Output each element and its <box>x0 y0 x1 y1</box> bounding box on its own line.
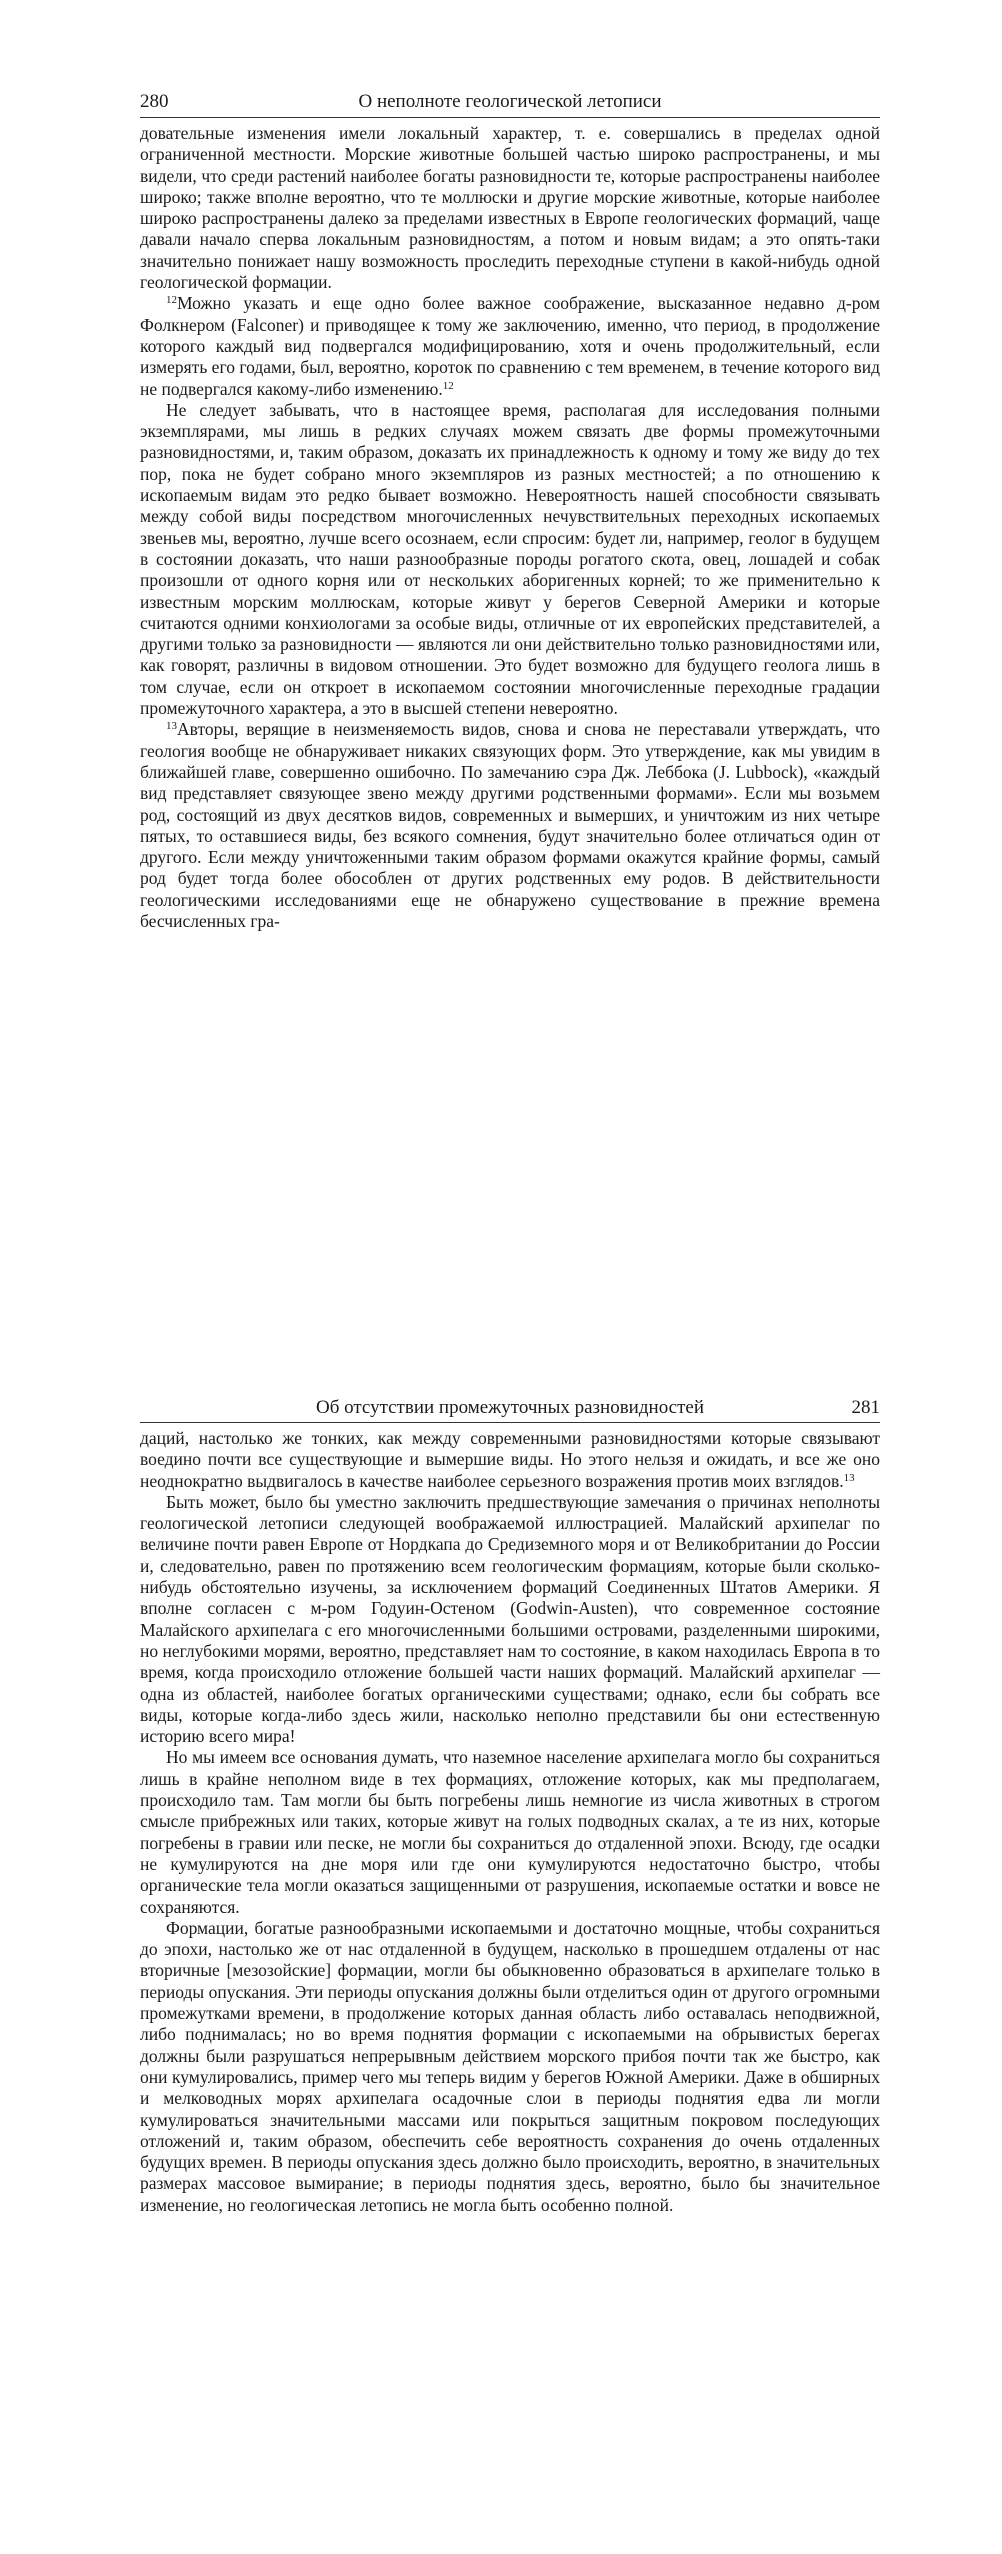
body-text <box>140 1428 880 2216</box>
section-marker: 13 <box>166 720 177 733</box>
page-280 <box>0 0 1002 1232</box>
section-marker: 12 <box>166 294 177 307</box>
paragraph: Формации, богатые разнообразными ископаемыми и достаточно мощные, чтобы сохраниться до эпохи, настолько же от нас отдаленной в будущем, насколько в прошедшем отдалены от нас вторичные [мезозойские] формации, могли бы обыкновенно образоваться в архипелаге только в периоды опускания. Эти периоды опускания должны были отделиться один от другого огромными промежутками времени, в продолжение которых данная область либо оставалась неподвижной, либо поднималась; но во время поднятия формации с ископаемыми на обрывистых берегах должны были разрушаться непрерывным действием морского прибоя почти так же быстро, как они кумулировались, пример чего мы теперь видим у берегов Южной Америки. Даже в обширных и мелководных морях архипелага осадочные слои в периоды поднятия едва ли могли кумулироваться значительными массами или покрыться защитным покровом последующих отложений и, таким образом, обеспечить себе вероятность сохранения до очень отдаленных будущих времен. В периоды опускания здесь должно было происходить, вероятно, в значительных размерах массовое вымирание; в периоды поднятия здесь, вероятно, было бы значительное изменение, но геологическая летопись не могла быть особенно полной. <box>140 1917 880 2215</box>
running-header <box>140 88 880 116</box>
paragraph: довательные изменения имели локальный характер, т. е. совершались в пределах одной ограниченной местности. Морские животные большей частью широко распространены, и мы видели, что среди растений наиболее богаты разновидности те, которые распространены наиболее широко; также вполне вероятно, что те моллюски и другие морские животные, которые наиболее широко распространены далеко за пределами известных в Европе геологических формаций, чаще давали начало сперва локальным разновидностям, а потом и новым видам; а это опять-таки значительно понижает нашу возможность проследить переходные ступени в какой-нибудь одной геологической формации. <box>140 123 880 293</box>
running-title: О неполноте геологической летописи <box>358 91 662 112</box>
page-gap <box>0 1232 1002 1344</box>
paragraph: даций, настолько же тонких, как между современными разновидностями которые связывают воедино почти все существующие и вымершие виды. Но этого нельзя и ожидать, и все же оно неоднократно выдвигалось в качестве наиболее серьезного возражения против моих взглядов.$^{13}$ <box>140 1428 880 1491</box>
page-281 <box>0 1344 1002 2554</box>
paragraph: $^{13}$Авторы, верящие в неизменяемость видов, снова и снова не переставали утверждать, что геология вообще не обнаруживает никаких связующих форм. Это утверждение, как мы увидим в ближайшей главе, совершенно ошибочно. По замечанию сэра Дж. Леббока (J. Lubbock), «каждый вид представляет связующее звено между другими родственными формами». Если мы возьмем род, состоящий из двух десятков видов, современных и вымерших, и уничтожим из них четыре пятых, то оставшиеся виды, без всякого сомнения, будут значительно более отличаться один от другого. Если между уничтоженными таким образом формами окажутся крайние формы, самый род будет тогда более обособлен от других родственных ему родов. В действительности геологическими исследованиями еще не обнаружено существование в прежние времена бесчисленных гра- <box>140 719 880 931</box>
footnote-ref: 12 <box>442 379 454 392</box>
paragraph: Быть может, было бы уместно заключить предшествующие замечания о причинах неполноты геологической летописи следующей воображаемой иллюстрацией. Малайский архипелаг по величине почти равен Европе от Нордкапа до Средиземного моря и от Великобритании до России и, следовательно, равен по протяжению всем геологическим формациям, которые были сколько-нибудь обстоятельно изучены, за исключением формаций Соединенных Штатов Америки. Я вполне согласен с м-ром Годуин-Остеном (Godwin-Austen), что современное состояние Малайского архипелага с его многочисленными большими островами, разделенными широкими, но неглубокими морями, вероятно, представляет нам то состояние, в каком находилась Европа в то время, когда происходило отложение большей части наших формаций. Малайский архипелаг — одна из областей, наиболее богатых органическими существами; однако, если бы собрать все виды, которые когда-либо здесь жили, насколько неполно представили бы они естественную историю всего мира! <box>140 1491 880 1747</box>
running-title: Об отсутствии промежуточных разновидностей <box>315 1397 704 1418</box>
body-text <box>140 123 880 932</box>
paragraph: Не следует забывать, что в настоящее время, располагая для исследования полными экземплярами, мы лишь в редких случаях можем связать две формы промежуточными разновидностями, и, таким образом, доказать их принадлежность к одному и тому же виду до тех пор, пока не будет собрано много экземпляров из разных местностей; а по отношению к ископаемым видам это редко бывает возможно. Невероятность нашей способности связывать между собой виды посредством многочисленных нечувствительных переходных ископаемых звеньев мы, вероятно, лучше всего осознаем, если спросим: будет ли, например, геолог в будущем в состоянии доказать, что наши разнообразные породы рогатого скота, овец, лошадей и собак произошли от одного корня или от нескольких аборигенных корней; то же применительно к известным морским моллюскам, которые живут у берегов Северной Америки и которые считаются одними конхиологами за особые виды, отличные от их европейских представителей, а другими только за разновидности — являются ли они действительно только разновидностями или, как говорят, различны в видовом отношении. Это будет возможно для будущего геолога лишь в том случае, если он откроет в ископаемом состоянии многочисленные переходные градации промежуточного характера, а это в высшей степени невероятно. <box>140 399 880 719</box>
footnote-ref: 13 <box>843 1471 855 1484</box>
running-header <box>140 1394 880 1422</box>
header-rule <box>140 117 880 118</box>
paragraph: $^{12}$Можно указать и еще одно более важное соображение, высказанное недавно д-ром Фолкнером (Falconer) и приводящее к тому же заключению, именно, что период, в продолжение которого каждый вид подвергался модифицированию, хотя и очень продолжительный, если измерять его годами, был, вероятно, короток по сравнению с тем временем, в течение которого вид не подвергался какому-либо изменению.$^{12}$ <box>140 293 880 399</box>
page-number: 280 <box>140 91 169 112</box>
page-number: 281 <box>851 1397 880 1418</box>
header-rule <box>140 1422 880 1423</box>
paragraph: Но мы имеем все основания думать, что наземное население архипелага могло бы сохраниться лишь в крайне неполном виде в тех формациях, отложение которых, как мы предполагаем, происходило там. Там могли бы быть погребены лишь немногие из числа животных в строгом смысле прибрежных или таких, которые живут на голых подводных скалах, а те из них, которые погребены в гравии или песке, не могли бы сохраниться до отдаленной эпохи. Всюду, где осадки не кумулируются на дне моря или где они кумулируются недостаточно быстро, чтобы органические тела могли оказаться защищенными от разрушения, ископаемые остатки и вовсе не сохраняются. <box>140 1747 880 1917</box>
